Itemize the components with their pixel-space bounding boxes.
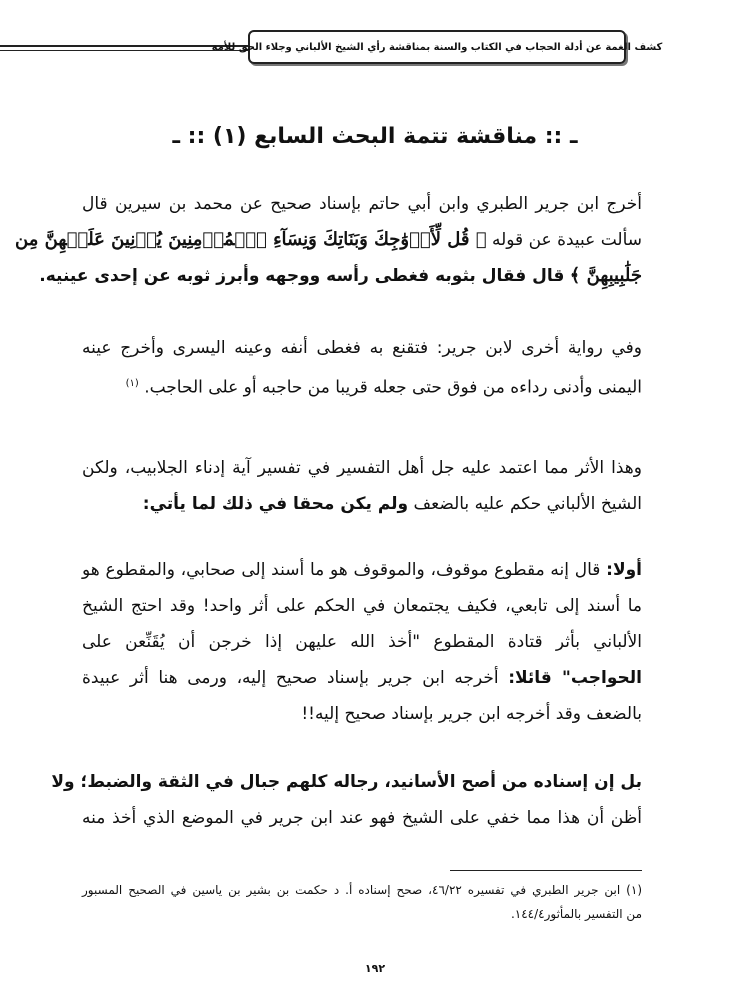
paragraph-line [15,222,642,258]
paragraph-emphasis: ولم يكن محقا في ذلك لما يأتي: [142,494,409,514]
paragraph-2 [82,330,642,402]
paragraph-line: بل إن إسناده من أصح الأسانيد، رجاله كلهم جبال في الثقة والضبط؛ ولا [51,772,642,792]
footnote-line: (١) ابن جرير الطبري في تفسيره ٤٦/٢٢، صحح إسناده أ. د حكمت بن بشير بن ياسين في الصحيح المسبور [82,883,643,897]
quran-verse: جَلَٰبِيبِهِنَّ ﴾ [569,265,642,286]
paragraph-line: أظن أن هذا مما خفي على الشيخ فهو عند ابن جرير في الموضع الذي أخذ منه [82,808,642,828]
page-number: ١٩٢ [364,962,386,975]
footnote-separator [450,870,642,871]
running-header-box [211,30,663,64]
paragraph-3 [82,450,642,522]
paragraph-5 [51,764,642,836]
paragraph-text: أخرجه ابن جرير بإسناد صحيح إليه، ورمى هنا أثر عبيدة [82,668,499,688]
paragraph-line: أخرج ابن جرير الطبري وابن أبي حاتم بإسناد صحيح عن محمد بن سيرين قال [82,194,642,214]
paragraph-1 [15,186,642,294]
paragraph-line: وهذا الأثر مما اعتمد عليه جل أهل التفسير في تفسير آية إدناء الجلابيب، ولكن [82,458,642,478]
paragraph-line [82,660,642,696]
footnote-line: من التفسير بالمأثور١٤٤/٤. [510,907,642,921]
footnote-reference[interactable]: (١) [125,378,139,389]
section-title: ـ :: مناقشة تتمة البحث السابع (١) :: ـ [172,124,578,149]
paragraph-line [82,486,642,522]
paragraph-line: ما أسند إلى تابعي، فكيف يجتمعان في الحكم على أثر واحد! وقد احتج الشيخ [82,596,642,616]
footnote [82,878,642,926]
paragraph-text: قال فقال بثوبه فغطى رأسه ووجهه وأبرز ثوبه عن إحدى عينيه. [39,266,565,286]
paragraph-line [39,258,642,294]
paragraph-emphasis: الحواجب" قائلا: [508,668,643,688]
paragraph-line: الألباني بأثر قتادة المقطوع "أخذ الله عليهن إذا خرجن أن يُقَنِّعن على [82,632,642,652]
paragraph-line: وفي رواية أخرى لابن جرير: فتقنع به فغطى أنفه وعينه اليسرى وأخرج عينه [82,338,642,358]
paragraph-4 [82,552,642,732]
paragraph-line [82,366,642,402]
paragraph-line [82,552,642,588]
running-header-title: كشف الغمة عن أدلة الحجاب في الكتاب والسنة بمناقشة رأي الشيخ الألباني وجلاء الحق للأمة [211,41,663,53]
paragraph-emphasis: أولا: [606,560,642,580]
quran-verse: ﴿ قُل لِّأَزۡوَٰجِكَ وَبَنَاتِكَ وَنِسَآءِ ٱلۡمُؤۡمِنِينَ يُدۡنِينَ عَلَيۡهِنَّ مِن [15,229,487,250]
paragraph-text: سألت عبيدة عن قوله [491,230,642,250]
paragraph-text: اليمنى وأدنى رداءه من فوق حتى جعله قريبا من حاجبه أو على الحاجب. [144,377,642,398]
paragraph-line: بالضعف وقد أخرجه ابن جرير بإسناد صحيح إليه!! [301,704,642,724]
paragraph-text: الشيخ الألباني حكم عليه بالضعف [413,494,642,514]
paragraph-text: قال إنه مقطوع موقوف، والموقوف هو ما أسند إلى صحابي، والمقطوع هو [82,560,601,580]
